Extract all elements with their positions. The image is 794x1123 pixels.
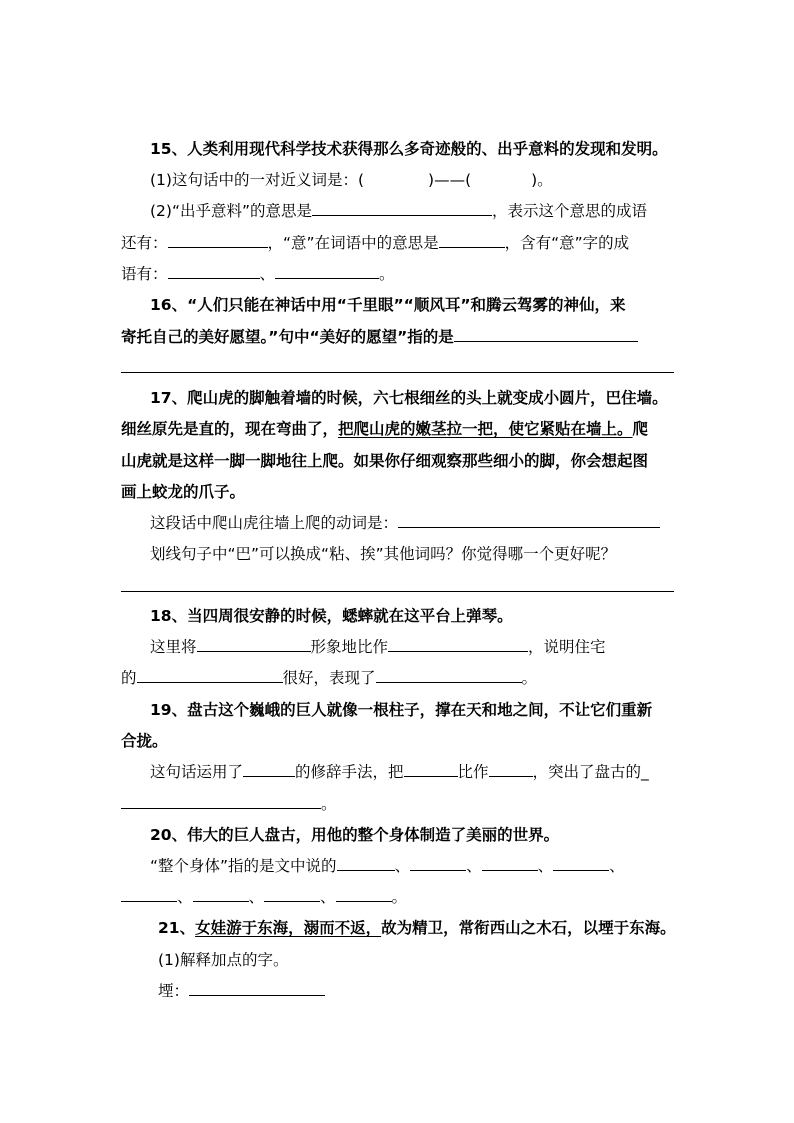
q15-part2-text-d: ，“意”在词语中的意思是 [267, 234, 439, 252]
q17-line2-c: 爬 [632, 420, 649, 438]
q20-sep-1: 、 [394, 857, 411, 875]
q18-text-f: 。 [521, 669, 538, 687]
q19-line1: 19、盘古这个巍峨的巨人就像一根柱子，撑在天和地之间，不让它们重新 [150, 701, 653, 719]
q17-line3: 山虎就是这样一脚一脚地往上爬。如果你仔细观察那些细小的脚，你会想起图 [121, 452, 649, 470]
q20-blank-2[interactable] [410, 855, 466, 871]
q20-line2 [121, 886, 407, 908]
q15-part2-end: 。 [379, 265, 395, 283]
q19-text-b: 的修辞手法，把 [295, 763, 404, 781]
q15-part2-text-e: ，含有“意”字的成 [504, 234, 630, 252]
q20-end: 。 [391, 888, 408, 906]
q18-text-e: 很好，表现了 [282, 669, 376, 687]
q19-blank-2[interactable] [404, 761, 458, 777]
q15-part2-line1 [150, 200, 647, 222]
q21-rest: 故为精卫，常衔西山之木石，以堙于东海。 [381, 919, 676, 937]
q18-title: 18、当四周很安静的时候，蟋蟀就在这平台上弹琴。 [150, 607, 513, 625]
q21-yin-blank[interactable] [189, 980, 325, 996]
q15-part2-line3 [121, 263, 395, 285]
q16-answer-rule[interactable] [121, 372, 674, 373]
q20-sep-6: 、 [248, 888, 265, 906]
q20-blank-7[interactable] [264, 886, 320, 902]
q15-idiom-blank[interactable] [168, 232, 268, 248]
q18-blank-1[interactable] [197, 636, 311, 652]
q21-part2-text: 堙： [158, 982, 190, 1000]
q20-blank-3[interactable] [482, 855, 538, 871]
q21-part2 [158, 980, 325, 1002]
q18-blank-3[interactable] [137, 667, 283, 683]
q17-answer-rule[interactable] [121, 591, 674, 592]
q19-blank-1[interactable] [243, 761, 295, 777]
q21-title [158, 917, 676, 939]
q20-blank-1[interactable] [337, 855, 395, 871]
q19-text-d: ，突出了盘古的_ [532, 763, 649, 781]
q19-line4 [121, 793, 337, 815]
q19-line2: 合拢。 [121, 732, 168, 750]
q18-line2 [121, 667, 537, 689]
q15-yi-meaning-blank[interactable] [439, 232, 505, 248]
q20-sep-7: 、 [320, 888, 336, 906]
q18-blank-2[interactable] [388, 636, 528, 652]
q20-blank-4[interactable] [553, 855, 609, 871]
q20-blank-8[interactable] [336, 886, 392, 902]
q19-line3 [150, 761, 649, 783]
q15-part1-text-a: (1)这句话中的一对近义词是：( [150, 171, 365, 189]
q16-answer-blank[interactable] [454, 326, 638, 342]
q15-part1 [150, 169, 553, 191]
q20-sep-4: 、 [609, 857, 625, 875]
q15-idiom-blank-2[interactable] [275, 263, 379, 279]
q18-text-b: 形象地比作 [310, 638, 389, 656]
q17-underlined-sentence: 把爬山虎的嫩茎拉一把，使它紧贴在墙上。 [338, 420, 633, 438]
q16-line1: 16、“人们只能在神话中用“千里眼”“顺风耳”和腾云驾雾的神仙，来 [150, 296, 626, 314]
q17-line1: 17、爬山虎的脚触着墙的时候，六七根细丝的头上就变成小圆片，巴住墙。 [150, 389, 668, 407]
q20-text-a: “整个身体”指的是文中说的 [150, 857, 337, 875]
q21-underlined: 女娃游于东海，溺而不返， [195, 919, 382, 937]
q15-part2-sep: 、 [259, 265, 276, 283]
q17-line4: 画上蛟龙的爪子。 [121, 483, 246, 501]
q20-sep-5: 、 [177, 888, 193, 906]
q20-title: 20、伟大的巨人盘古，用他的整个身体制造了美丽的世界。 [150, 826, 560, 844]
q19-text-a: 这句话运用了 [150, 763, 244, 781]
q15-title: 15、人类利用现代科学技术获得那么多奇迹般的、出乎意料的发现和发明。 [150, 140, 668, 158]
q18-line1 [150, 636, 606, 658]
q16-line2-text: 寄托自己的美好愿望。”句中“美好的愿望”指的是 [121, 328, 454, 346]
q17-ask2: 划线句子中“巴”可以换成“粘、挨”其他词吗？你觉得哪一个更好呢？ [150, 545, 617, 563]
q17-line2-a: 细丝原先是直的，现在弯曲了， [121, 420, 339, 438]
q15-part2-text-b: ，表示这个意思的成语 [492, 202, 648, 220]
q15-part2-line2 [121, 232, 629, 254]
q20-sep-3: 、 [537, 857, 554, 875]
q19-text-e: 。 [321, 795, 337, 813]
q15-part1-text-b: )——( [428, 171, 472, 189]
q15-idiom-blank-1[interactable] [168, 263, 260, 279]
q15-meaning-blank[interactable] [312, 200, 492, 216]
q20-sep-2: 、 [466, 857, 482, 875]
q20-blank-5[interactable] [121, 886, 177, 902]
q15-part2-text-a: (2)“出乎意料”的意思是 [150, 202, 313, 220]
q17-line2 [121, 418, 648, 440]
q15-part2-text-f: 语有： [121, 265, 168, 283]
q17-ask1-text: 这段话中爬山虎往墙上爬的动词是： [150, 514, 399, 532]
q16-line2 [121, 326, 638, 348]
q19-blank-3[interactable] [489, 761, 533, 777]
q20-line1 [150, 855, 625, 877]
q17-ask1 [150, 512, 660, 534]
q15-part2-text-c: 还有： [121, 234, 168, 252]
q18-text-c: ，说明住宅 [528, 638, 606, 656]
q21-part1: (1)解释加点的字。 [158, 951, 289, 969]
q15-part1-text-c: )。 [531, 171, 553, 189]
q18-blank-4[interactable] [376, 667, 522, 683]
q21-num: 21、 [158, 919, 196, 937]
q19-blank-4[interactable] [121, 793, 321, 809]
q18-text-a: 这里将 [150, 638, 197, 656]
q17-verb-blank[interactable] [398, 512, 660, 528]
q18-text-d: 的 [121, 669, 137, 687]
q20-blank-6[interactable] [193, 886, 249, 902]
q19-text-c: 比作 [457, 763, 489, 781]
